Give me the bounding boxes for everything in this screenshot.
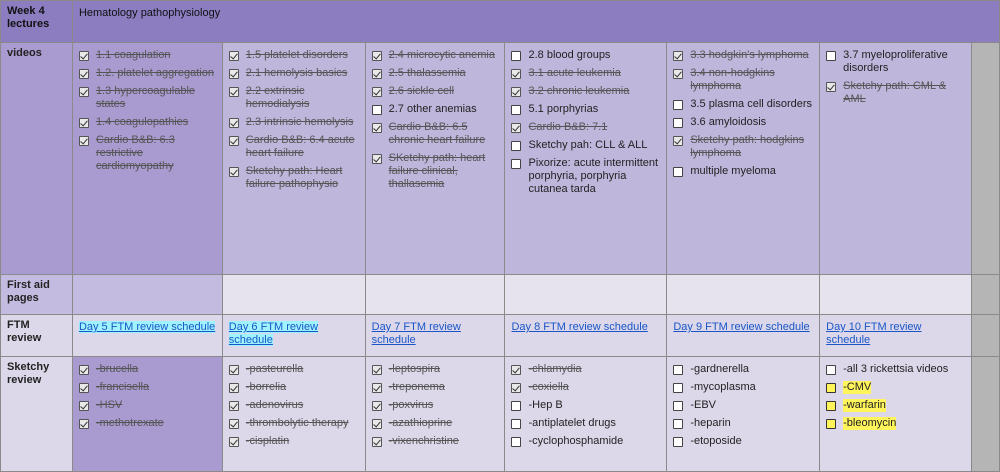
checkbox-checked[interactable] (229, 419, 239, 429)
checkbox-unchecked[interactable] (511, 159, 521, 169)
checkbox-unchecked[interactable] (826, 51, 836, 61)
video-task-item (372, 67, 499, 80)
checkbox-checked[interactable] (372, 51, 382, 61)
video-task-item (511, 139, 660, 152)
checkbox-checked[interactable] (229, 365, 239, 375)
video-task-label: Pixorize: acute intermittent porphyria, porphyria cutanea tarda (528, 157, 659, 195)
sketchy-task-label: -treponema (388, 381, 445, 393)
video-task-label: 3.2 chronic leukemia (528, 85, 630, 97)
checkbox-unchecked[interactable] (372, 105, 382, 115)
videos-day-9[interactable] (667, 43, 820, 275)
checkbox-checked[interactable] (229, 167, 239, 177)
video-task-item (79, 134, 216, 173)
video-task-label: Sketchy path: hodgkins lymphoma (690, 134, 805, 159)
video-task-item (372, 49, 499, 62)
video-task-label: 1.2. platelet aggregation (95, 67, 214, 79)
ftm-link-day-10[interactable]: Day 10 FTM review schedule (826, 321, 922, 346)
video-task-label: 1.5 platelet disorders (245, 49, 348, 61)
sketchy-task-item (511, 435, 660, 448)
checkbox-unchecked[interactable] (826, 401, 836, 411)
sketchy-task-item (372, 381, 499, 394)
video-task-label: 3.5 plasma cell disorders (690, 98, 813, 110)
sketchy-task-item (511, 381, 660, 394)
checkbox-unchecked[interactable] (511, 419, 521, 429)
sketchy-task-label: -brucella (95, 363, 139, 375)
video-task-label: multiple myeloma (690, 165, 776, 177)
sketchy-task-label: -francisella (95, 381, 150, 393)
sketchy-task-label: -mycoplasma (690, 381, 756, 393)
checkbox-unchecked[interactable] (826, 365, 836, 375)
checkbox-checked[interactable] (79, 51, 89, 61)
checkbox-checked[interactable] (229, 136, 239, 146)
sketchy-task-item (511, 417, 660, 430)
checkbox-checked[interactable] (372, 123, 382, 133)
checkbox-checked[interactable] (511, 87, 521, 97)
ftm-link-day-8[interactable]: Day 8 FTM review schedule (511, 321, 648, 333)
extra-column (972, 315, 1000, 357)
video-task-item (79, 85, 216, 111)
video-task-item (511, 121, 660, 134)
checkbox-unchecked[interactable] (673, 100, 683, 110)
video-task-label: Sketchy path: CML & AML (843, 80, 947, 105)
sketchy-day-7[interactable] (365, 357, 505, 472)
sketchy-day-5[interactable] (72, 357, 222, 472)
sketchy-task-item (511, 363, 660, 376)
sketchy-task-item (372, 399, 499, 412)
sketchy-task-item (79, 417, 216, 430)
videos-day-5[interactable] (72, 43, 222, 275)
sketchy-task-item (229, 417, 359, 430)
sketchy-task-label: -HSV (95, 399, 123, 411)
video-task-label: 3.6 amyloidosis (690, 116, 767, 128)
ftm-day-6[interactable] (222, 315, 365, 357)
first-aid-day-5[interactable] (72, 275, 222, 315)
checkbox-checked[interactable] (826, 82, 836, 92)
sketchy-task-label: -vixenchristine (388, 435, 459, 447)
checkbox-checked[interactable] (79, 365, 89, 375)
sketchy-task-item (79, 381, 216, 394)
checkbox-checked[interactable] (79, 136, 89, 146)
ftm-link-day-9[interactable]: Day 9 FTM review schedule (673, 321, 810, 333)
checkbox-checked[interactable] (372, 365, 382, 375)
checkbox-checked[interactable] (229, 69, 239, 79)
checkbox-checked[interactable] (372, 87, 382, 97)
checkbox-checked[interactable] (79, 419, 89, 429)
video-task-item (511, 49, 660, 62)
checkbox-checked[interactable] (79, 383, 89, 393)
video-task-label: 3.4 non-hodgkins lymphoma (690, 67, 775, 92)
sketchy-task-item (673, 417, 813, 430)
videos-day-8[interactable] (505, 43, 667, 275)
video-task-label: 1.1 coagulation (95, 49, 171, 61)
video-task-item (511, 85, 660, 98)
checkbox-checked[interactable] (511, 365, 521, 375)
sketchy-task-item (826, 363, 965, 376)
video-task-item (229, 85, 359, 111)
checkbox-unchecked[interactable] (673, 437, 683, 447)
checkbox-unchecked[interactable] (511, 51, 521, 61)
checkbox-unchecked[interactable] (673, 118, 683, 128)
checkbox-checked[interactable] (372, 437, 382, 447)
checkbox-checked[interactable] (511, 123, 521, 133)
video-task-item (826, 49, 965, 75)
video-task-item (673, 116, 813, 129)
video-task-label: 3.7 myeloproliferative disorders (843, 49, 948, 74)
sketchy-task-label: -bleomycin (843, 417, 897, 429)
video-task-label: Sketchy path: Heart failure pathophysio (245, 165, 343, 190)
first-aid-day-8[interactable] (505, 275, 667, 315)
checkbox-checked[interactable] (673, 69, 683, 79)
sketchy-task-item (229, 381, 359, 394)
video-task-item (372, 152, 499, 191)
video-task-label: Cardio B&B: 6.5 chronic heart failure (388, 121, 486, 146)
checkbox-checked[interactable] (79, 401, 89, 411)
ftm-link-day-7[interactable]: Day 7 FTM review schedule (371, 321, 461, 346)
sketchy-task-label: -leptospira (388, 363, 440, 375)
video-task-label: 2.7 other anemias (388, 103, 477, 115)
sketchy-task-label: -thrombolytic therapy (245, 417, 349, 429)
video-task-item (229, 134, 359, 160)
sketchy-task-label: -coxiella (528, 381, 569, 393)
sketchy-task-item (673, 363, 813, 376)
sketchy-task-item (673, 381, 813, 394)
checkbox-unchecked[interactable] (511, 105, 521, 115)
video-task-item (511, 67, 660, 80)
checkbox-checked[interactable] (79, 118, 89, 128)
sketchy-task-item (229, 363, 359, 376)
checkbox-unchecked[interactable] (673, 383, 683, 393)
video-task-item (673, 98, 813, 111)
videos-day-6[interactable] (222, 43, 365, 275)
video-task-label: SKetchy path: heart failure clinical, thallasemia (388, 152, 486, 190)
video-task-label: 5.1 porphyrias (528, 103, 599, 115)
checkbox-checked[interactable] (372, 401, 382, 411)
first-aid-day-10[interactable] (820, 275, 972, 315)
sketchy-task-item (511, 399, 660, 412)
ftm-link-day-5[interactable]: Day 5 FTM review schedule (78, 321, 216, 333)
video-task-item (511, 103, 660, 116)
extra-column (972, 275, 1000, 315)
sketchy-task-label: -antiplatelet drugs (528, 417, 616, 429)
week-title[interactable]: Hematology pathophysiology (72, 1, 999, 43)
video-task-label: 1.4 coagulopathies (95, 116, 189, 128)
sketchy-day-9[interactable] (667, 357, 820, 472)
video-task-item (372, 121, 499, 147)
checkbox-unchecked[interactable] (673, 365, 683, 375)
checkbox-unchecked[interactable] (673, 167, 683, 177)
checkbox-checked[interactable] (229, 118, 239, 128)
video-task-item (79, 49, 216, 62)
sketchy-task-label: -pasteurella (245, 363, 304, 375)
sketchy-task-item (826, 399, 965, 412)
ftm-day-9[interactable] (667, 315, 820, 357)
sketchy-task-label: -methotrexate (95, 417, 164, 429)
video-task-item (511, 157, 660, 196)
sketchy-task-label: -all 3 rickettsia videos (843, 363, 949, 375)
row-label-videos[interactable]: videos (1, 43, 73, 275)
ftm-link-day-6[interactable]: Day 6 FTM review schedule (228, 321, 319, 346)
video-task-item (673, 165, 813, 178)
video-task-label: Cardio B&B: 7.1 (528, 121, 608, 133)
checkbox-unchecked[interactable] (511, 401, 521, 411)
video-task-item (673, 134, 813, 160)
video-task-item (229, 67, 359, 80)
checkbox-checked[interactable] (79, 69, 89, 79)
video-task-item (79, 67, 216, 80)
checkbox-checked[interactable] (229, 51, 239, 61)
video-task-item (673, 49, 813, 62)
sketchy-task-item (826, 381, 965, 394)
video-task-item (673, 67, 813, 93)
sketchy-task-item (229, 435, 359, 448)
sketchy-task-item (79, 399, 216, 412)
checkbox-unchecked[interactable] (673, 401, 683, 411)
sketchy-task-label: -chlamydia (528, 363, 582, 375)
sketchy-task-label: -azathioprine (388, 417, 453, 429)
first-aid-day-7[interactable] (365, 275, 505, 315)
sketchy-task-label: -adenovirus (245, 399, 304, 411)
checkbox-checked[interactable] (372, 383, 382, 393)
checkbox-checked[interactable] (229, 87, 239, 97)
sketchy-task-item (673, 435, 813, 448)
checkbox-checked[interactable] (673, 51, 683, 61)
video-task-label: 2.8 blood groups (528, 49, 611, 61)
video-task-label: 2.5 thalassemia (388, 67, 466, 79)
first-aid-day-6[interactable] (222, 275, 365, 315)
checkbox-unchecked[interactable] (673, 419, 683, 429)
checkbox-checked[interactable] (511, 69, 521, 79)
video-task-label: 2.2 extrinsic hemodialysis (245, 85, 310, 110)
checkbox-checked[interactable] (79, 87, 89, 97)
sketchy-task-label: -cisplatin (245, 435, 290, 447)
sketchy-task-label: -cyclophosphamide (528, 435, 624, 447)
sketchy-task-item (372, 417, 499, 430)
sketchy-task-label: -warfarin (843, 399, 886, 411)
video-task-item (826, 80, 965, 106)
checkbox-checked[interactable] (511, 383, 521, 393)
video-task-label: Cardio B&B: 6.4 acute heart failure (245, 134, 355, 159)
checkbox-checked[interactable] (229, 437, 239, 447)
sketchy-task-label: -gardnerella (690, 363, 750, 375)
sketchy-task-item (79, 363, 216, 376)
video-task-label: 2.3 intrinsic hemolysis (245, 116, 354, 128)
video-task-label: 3.1 acute leukemia (528, 67, 621, 79)
checkbox-checked[interactable] (229, 401, 239, 411)
video-task-label: 2.1 hemolysis basics (245, 67, 348, 79)
video-task-item (372, 85, 499, 98)
video-task-item (229, 49, 359, 62)
sketchy-task-item (229, 399, 359, 412)
row-label-ftm[interactable]: FTM review (1, 315, 73, 357)
checkbox-checked[interactable] (229, 383, 239, 393)
checkbox-unchecked[interactable] (511, 437, 521, 447)
row-label-first-aid[interactable]: First aid pages (1, 275, 73, 315)
sketchy-task-item (826, 417, 965, 430)
sketchy-day-10[interactable] (820, 357, 972, 472)
sketchy-task-item (372, 435, 499, 448)
checkbox-checked[interactable] (372, 419, 382, 429)
week-label[interactable]: Week 4 lectures (1, 1, 73, 43)
video-task-item (79, 116, 216, 129)
sketchy-task-item (372, 363, 499, 376)
video-task-item (372, 103, 499, 116)
video-task-label: 3.3 hodgkin's lymphoma (690, 49, 809, 61)
first-aid-day-9[interactable] (667, 275, 820, 315)
ftm-day-10[interactable] (820, 315, 972, 357)
row-label-sketchy[interactable]: Sketchy review (1, 357, 73, 472)
checkbox-unchecked[interactable] (826, 419, 836, 429)
checkbox-unchecked[interactable] (511, 141, 521, 151)
sketchy-task-label: -EBV (690, 399, 717, 411)
sketchy-day-8[interactable] (505, 357, 667, 472)
videos-day-10[interactable] (820, 43, 972, 275)
checkbox-unchecked[interactable] (826, 383, 836, 393)
checkbox-checked[interactable] (673, 136, 683, 146)
video-task-item (229, 165, 359, 191)
video-task-label: 1.3 hypercoagulable states (95, 85, 196, 110)
extra-column (972, 357, 1000, 472)
video-task-label: Sketchy pah: CLL & ALL (528, 139, 648, 151)
videos-day-7[interactable] (365, 43, 505, 275)
sketchy-task-label: -heparin (690, 417, 731, 429)
ftm-day-5[interactable] (72, 315, 222, 357)
sketchy-task-label: -borrelia (245, 381, 287, 393)
video-task-label: 2.6 sickle cell (388, 85, 455, 97)
checkbox-checked[interactable] (372, 154, 382, 164)
sketchy-task-item (673, 399, 813, 412)
sketchy-task-label: -etoposide (690, 435, 742, 447)
sketchy-day-6[interactable] (222, 357, 365, 472)
ftm-day-7[interactable] (365, 315, 505, 357)
checkbox-checked[interactable] (372, 69, 382, 79)
sketchy-task-label: -CMV (843, 381, 872, 393)
video-task-label: Cardio B&B: 6.3 restrictive cardiomyopathy (95, 134, 175, 172)
extra-column (972, 43, 1000, 275)
video-task-label: 2.4 microcytic anemia (388, 49, 495, 61)
sketchy-task-label: -Hep B (528, 399, 563, 411)
ftm-day-8[interactable] (505, 315, 667, 357)
sketchy-task-label: -poxvirus (388, 399, 434, 411)
video-task-item (229, 116, 359, 129)
